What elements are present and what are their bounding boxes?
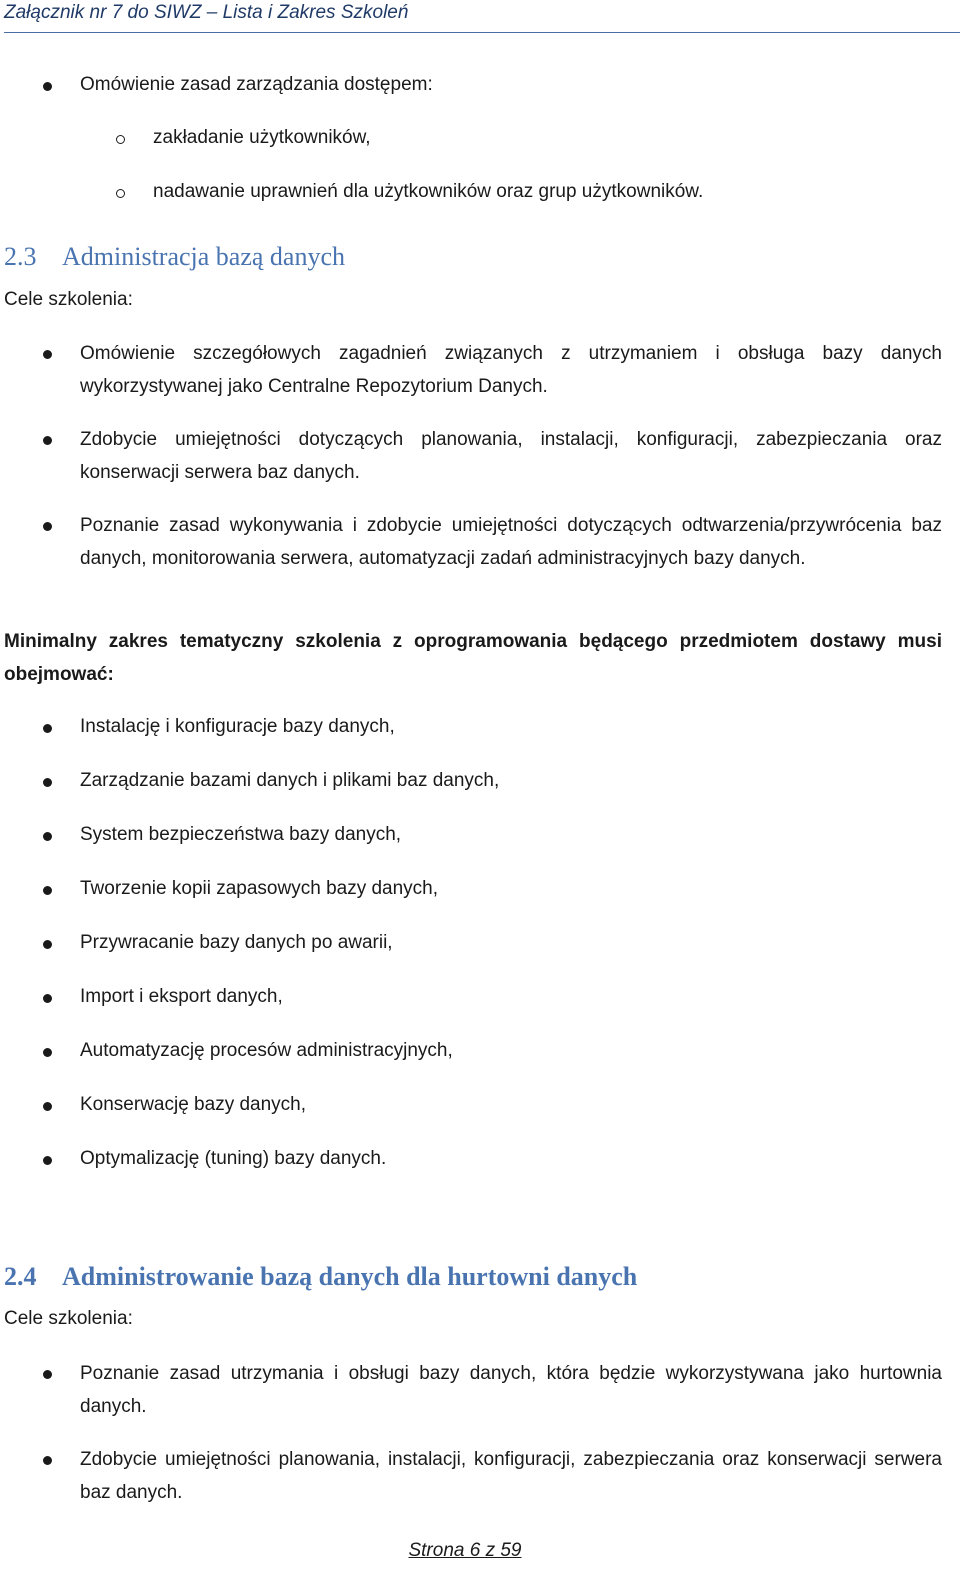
- list-item: Zdobycie umiejętności dotyczących planowania, instalacji, konfiguracji, zabezpieczania oraz konserwacji serwera baz danych.: [80, 429, 942, 483]
- bullet-icon: [43, 522, 52, 531]
- bullet-icon: [43, 940, 52, 949]
- page-number: Strona 6 z 59: [408, 1540, 522, 1561]
- bullet-icon: [43, 1048, 52, 1057]
- page-header: [4, 0, 960, 33]
- bullet-icon: [43, 1102, 52, 1111]
- bullet-icon: [43, 886, 52, 895]
- header-title: Załącznik nr 7 do SIWZ – Lista i Zakres Szkoleń: [4, 2, 409, 23]
- section-title: Administrowanie bazą danych dla hurtowni danych: [62, 1262, 638, 1291]
- section-title: Administracja bazą danych: [62, 242, 345, 271]
- sub-list-item: nadawanie uprawnień dla użytkowników oraz grup użytkowników.: [153, 181, 704, 202]
- list-item: System bezpieczeństwa bazy danych,: [80, 824, 402, 845]
- scope-label: Minimalny zakres tematyczny szkolenia z oprogramowania będącego przedmiotem dostawy musi obejmować:: [4, 631, 942, 685]
- bullet-icon: [43, 724, 52, 733]
- list-item: Przywracanie bazy danych po awarii,: [80, 932, 393, 953]
- list-item: Zarządzanie bazami danych i plikami baz danych,: [80, 770, 500, 791]
- list-item: Poznanie zasad wykonywania i zdobycie umiejętności dotyczących odtwarzenia/przywrócenia baz danych, monitorowania serwera, automatyzacji zadań administracyjnych bazy danych.: [80, 515, 942, 569]
- bullet-icon: [43, 1156, 52, 1165]
- list-item: Zdobycie umiejętności planowania, instalacji, konfiguracji, zabezpieczania oraz konserwacji serwera baz danych.: [80, 1449, 942, 1503]
- bullet-icon: [43, 1370, 52, 1379]
- list-item: Automatyzację procesów administracyjnych,: [80, 1040, 453, 1061]
- bullet-icon: [43, 994, 52, 1003]
- circle-bullet-icon: [116, 135, 125, 144]
- bullet-icon: [43, 832, 52, 841]
- bullet-icon: [43, 82, 52, 91]
- sub-list-item: zakładanie użytkowników,: [153, 127, 371, 148]
- list-item: Tworzenie kopii zapasowych bazy danych,: [80, 878, 439, 899]
- list-item: Konserwację bazy danych,: [80, 1094, 307, 1115]
- list-item: Instalację i konfiguracje bazy danych,: [80, 716, 395, 737]
- bullet-icon: [43, 778, 52, 787]
- bullet-icon: [43, 436, 52, 445]
- section-heading: [4, 1262, 637, 1292]
- bullet-icon: [43, 350, 52, 359]
- list-item: Omówienie zasad zarządzania dostępem:: [80, 74, 433, 95]
- list-item: Optymalizację (tuning) bazy danych.: [80, 1148, 387, 1169]
- section-number: 2.4: [4, 1262, 37, 1291]
- section-number: 2.3: [4, 242, 37, 271]
- list-item: Omówienie szczegółowych zagadnień związanych z utrzymaniem i obsługa bazy danych wykorzystywanej jako Centralne Repozytorium Danych.: [80, 343, 942, 397]
- circle-bullet-icon: [116, 189, 125, 198]
- goals-label: Cele szkolenia:: [4, 1308, 133, 1329]
- list-item: Import i eksport danych,: [80, 986, 283, 1007]
- bullet-icon: [43, 1456, 52, 1465]
- goals-label: Cele szkolenia:: [4, 289, 133, 310]
- list-item: Poznanie zasad utrzymania i obsługi bazy danych, która będzie wykorzystywana jako hurtownia danych.: [80, 1363, 942, 1417]
- section-heading: [4, 242, 345, 272]
